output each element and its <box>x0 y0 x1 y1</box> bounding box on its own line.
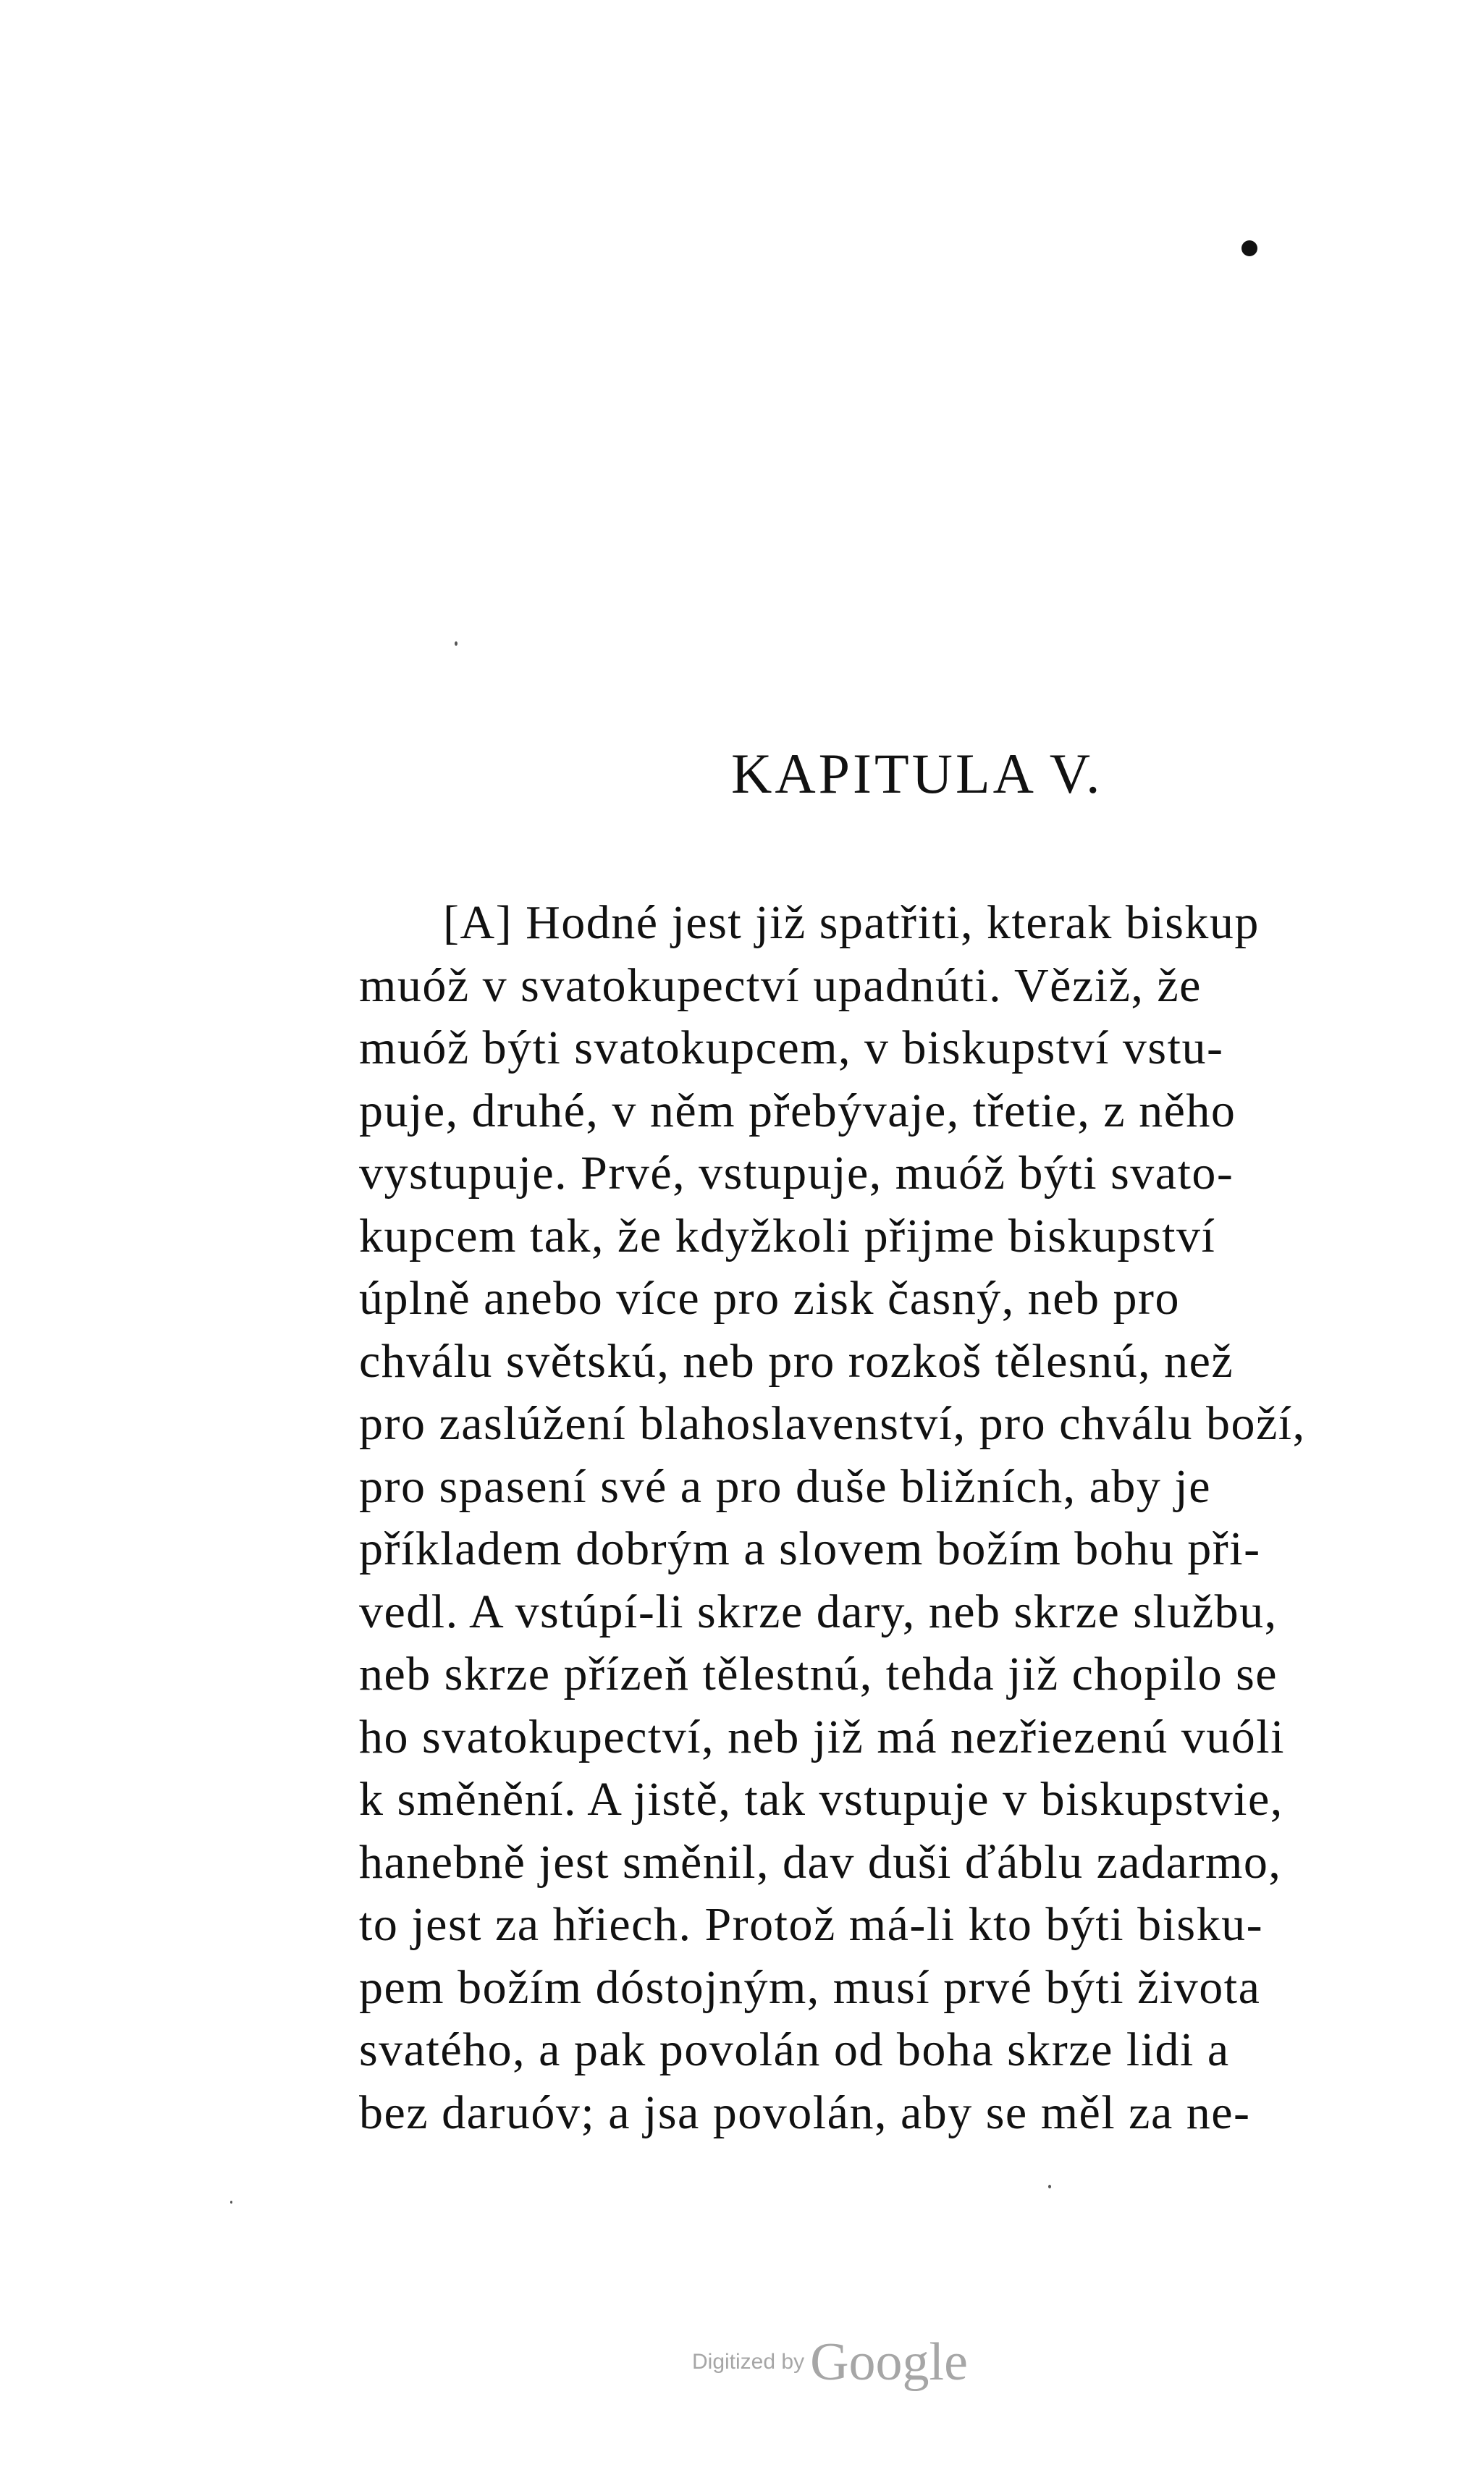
page-speck <box>1048 2185 1051 2188</box>
text-line: svatého, a pak povolán od boha skrze lidi a <box>359 2023 1230 2076</box>
text-line: k směnění. A jistě, tak vstupuje v biskupstvie, <box>359 1773 1283 1826</box>
text-line: neb skrze přízeň tělestnú, tehda již chopilo se <box>359 1648 1278 1700</box>
text-line: vedl. A vstúpí-li skrze dary, neb skrze službu, <box>359 1585 1278 1638</box>
chapter-paragraph <box>359 892 1467 2144</box>
text-line: pro zaslúžení blahoslavenství, pro chválu boží, <box>359 1397 1306 1450</box>
text-line: ho svatokupectví, neb již má nezřiezenú vuóli <box>359 1710 1285 1763</box>
text-line: bez daruóv; a jsa povolán, aby se měl za ne- <box>359 2086 1251 2139</box>
page-speck <box>455 641 458 646</box>
text-line: hanebně jest směnil, dav duši ďáblu zadarmo, <box>359 1835 1282 1889</box>
text-line: muóž v svatokupectví upadnúti. Věziž, že <box>359 958 1202 1012</box>
text-line: vystupuje. Prvé, vstupuje, muóž býti svato- <box>359 1147 1234 1200</box>
text-line: [A] Hodné jest již spatřiti, kterak biskup <box>443 896 1260 949</box>
text-line: příkladem dobrým a slovem božím bohu při- <box>359 1522 1261 1575</box>
text-line: to jest za hřiech. Protož má-li kto býti bisku- <box>359 1898 1264 1951</box>
text-line: úplně anebo více pro zisk časný, neb pro <box>359 1272 1180 1325</box>
text-line: pem božím dóstojným, musí prvé býti života <box>359 1960 1261 2014</box>
text-line: puje, druhé, v něm přebývaje, třetie, z něho <box>359 1084 1236 1137</box>
digitized-by-label: Digitized by <box>692 2350 805 2374</box>
page-speck <box>230 2201 232 2204</box>
chapter-heading: KAPITULA V. <box>731 742 1103 805</box>
text-line: pro spasení své a pro duše bližních, aby je <box>359 1459 1212 1513</box>
text-line: muóž býti svatokupcem, v biskupství vstu- <box>359 1021 1224 1074</box>
google-wordmark: Google <box>810 2332 968 2392</box>
digitized-by-watermark <box>692 2332 968 2392</box>
ink-dot-mark <box>1241 240 1257 256</box>
text-line: chválu světskú, neb pro rozkoš tělesnú, než <box>359 1334 1234 1388</box>
text-line: kupcem tak, že kdyžkoli přijme biskupství <box>359 1209 1216 1263</box>
